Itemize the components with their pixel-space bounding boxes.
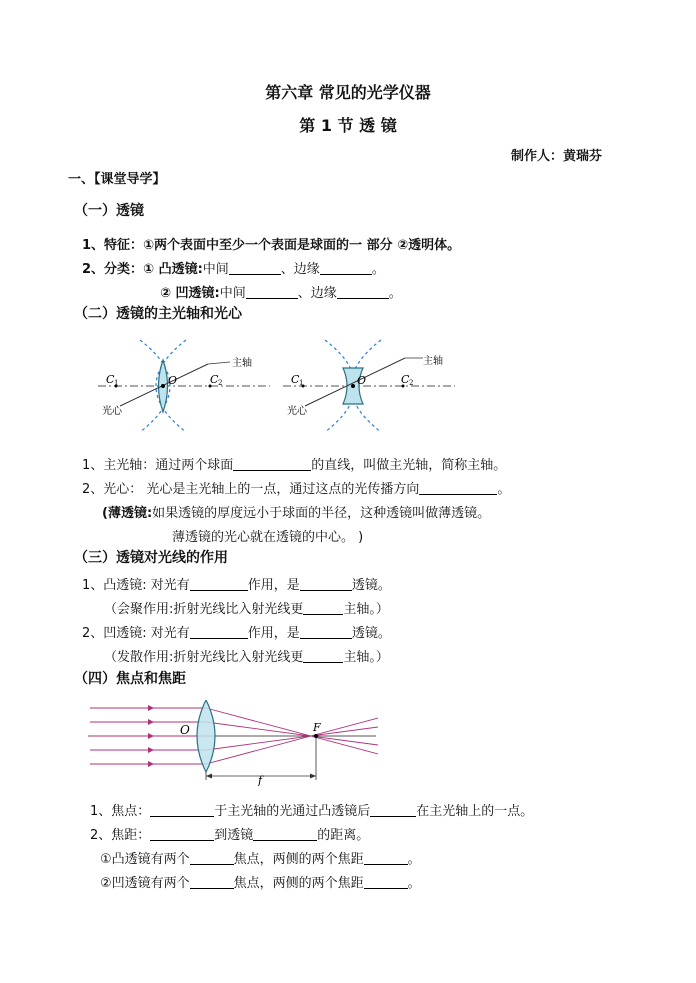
text: 透镜。	[351, 626, 391, 641]
center-label: 光心	[102, 406, 122, 417]
text: 于主光轴的光通过凸透镜后	[214, 804, 371, 819]
period: 。	[388, 286, 402, 301]
optical-center-dot	[351, 384, 355, 388]
c1-label: C	[106, 373, 115, 386]
text: ①凸透镜有两个	[100, 852, 190, 867]
principal-axis-line	[82, 454, 506, 473]
text: 如果透镜的厚度远小于球面的半径，这种透镜叫做薄透镜。	[152, 506, 491, 521]
period: 。	[371, 262, 385, 277]
c2-label: C	[210, 373, 219, 386]
thin-lens-label: (薄透镜:	[102, 506, 153, 521]
text: ②凹透镜有两个	[100, 876, 190, 891]
converge-note-line	[104, 598, 389, 617]
text: 的距离。	[317, 828, 370, 843]
focal-length-label: f	[258, 774, 263, 786]
text: 1、焦点：	[90, 804, 151, 819]
concave-effect-line	[82, 622, 391, 641]
edge-label: 、边缘	[297, 286, 337, 301]
text: 2、光心： 光心是主光轴上的一点，通过这点的光传播方向	[82, 482, 420, 497]
blank[interactable]	[150, 803, 214, 817]
convex-focus-line	[100, 848, 421, 867]
text: 2、凹透镜: 对光有	[82, 626, 190, 641]
text: 。	[407, 876, 421, 891]
text: 焦点，两侧的两个焦距	[233, 876, 364, 891]
focus-point-line	[90, 800, 533, 819]
classify-concave-line	[160, 282, 402, 301]
diverge-note-line	[104, 646, 389, 665]
c2-subscript: 2	[409, 379, 414, 387]
concave-focus-line	[100, 872, 421, 891]
text: 1、凸透镜: 对光有	[82, 578, 190, 593]
arrow-head	[206, 774, 212, 779]
axis-label: 主轴	[232, 358, 252, 369]
section1-heading: （一）透镜	[74, 203, 144, 219]
text: 作用，是	[247, 578, 300, 593]
f-label: F	[313, 721, 321, 734]
arrow-head	[310, 774, 316, 779]
o-label: O	[357, 374, 367, 387]
blank[interactable]	[190, 875, 234, 889]
convex-effect-line	[82, 574, 391, 593]
focus-dot	[314, 734, 318, 738]
text: 作用，是	[247, 626, 300, 641]
text: （发散作用:折射光线比入射光线更	[104, 650, 304, 665]
text: 焦点，两侧的两个焦距	[233, 852, 364, 867]
blank[interactable]	[190, 625, 248, 639]
mid-label: 中间	[219, 286, 246, 301]
blank[interactable]	[300, 577, 352, 591]
part-heading: 一、【课堂导学】	[68, 172, 166, 187]
convex-lens-figure	[98, 340, 270, 432]
o-label: O	[180, 723, 190, 737]
blank[interactable]	[190, 851, 234, 865]
blank[interactable]	[300, 625, 352, 639]
c1-subscript: 1	[114, 379, 119, 387]
concave-label: ② 凹透镜:	[160, 286, 220, 301]
blank[interactable]	[253, 827, 317, 841]
blank[interactable]	[233, 457, 311, 471]
blank[interactable]	[337, 285, 389, 299]
blank[interactable]	[303, 601, 343, 615]
blank[interactable]	[150, 827, 214, 841]
section2-heading: （二）透镜的主光轴和光心	[74, 306, 242, 322]
blank[interactable]	[190, 577, 248, 591]
c1-label: C	[291, 373, 300, 386]
lens-axis-diagram	[90, 336, 460, 438]
text: 透镜。	[351, 578, 391, 593]
classify-label: 2、分类：① 凸透镜:	[82, 262, 203, 277]
concave-lens-figure	[283, 340, 455, 432]
focal-length-line-text	[90, 824, 369, 843]
section4-heading: （四）焦点和焦距	[74, 671, 186, 687]
convex-lens	[197, 700, 215, 772]
author-line: 制作人：黄瑞芬	[511, 149, 603, 164]
mid-label: 中间	[202, 262, 229, 277]
c2-label: C	[401, 373, 410, 386]
blank[interactable]	[370, 803, 416, 817]
text: 的直线，叫做主光轴，简称主轴。	[311, 458, 507, 473]
text: （会聚作用:折射光线比入射光线更	[104, 602, 304, 617]
chapter-title: 第六章 常见的光学仪器	[265, 83, 431, 102]
edge-label: 、边缘	[280, 262, 320, 277]
blank[interactable]	[364, 851, 408, 865]
text: 。	[407, 852, 421, 867]
leader-line	[208, 362, 230, 364]
section-title: 第 1 节 透 镜	[299, 116, 397, 135]
focus-diagram	[88, 700, 378, 786]
classify-convex-line	[82, 258, 385, 277]
blank[interactable]	[303, 649, 343, 663]
blank[interactable]	[364, 875, 408, 889]
blank[interactable]	[419, 481, 497, 495]
text: 主轴。）	[343, 650, 389, 665]
blank[interactable]	[320, 261, 372, 275]
o-label: O	[168, 374, 178, 387]
text: 到透镜	[214, 828, 254, 843]
thin-lens-note-1	[102, 502, 490, 521]
text: 。	[497, 482, 511, 497]
blank[interactable]	[229, 261, 281, 275]
center-label: 光心	[287, 406, 307, 417]
optical-center-line	[82, 478, 510, 497]
optical-center-dot	[161, 384, 165, 388]
blank[interactable]	[246, 285, 298, 299]
feature-line: 1、特征：①两个表面中至少一个表面是球面的一 部分 ②透明体。	[82, 238, 461, 253]
text: 1、主光轴：通过两个球面	[82, 458, 234, 473]
text: 在主光轴上的一点。	[416, 804, 534, 819]
text: 主轴。）	[343, 602, 389, 617]
axis-label: 主轴	[423, 356, 443, 367]
text: 2、焦距：	[90, 828, 151, 843]
thin-lens-note-2: 薄透镜的光心就在透镜的中心。 )	[172, 530, 364, 545]
section3-heading: （三）透镜对光线的作用	[74, 550, 228, 566]
c1-subscript: 1	[299, 379, 304, 387]
c2-subscript: 2	[218, 379, 223, 387]
